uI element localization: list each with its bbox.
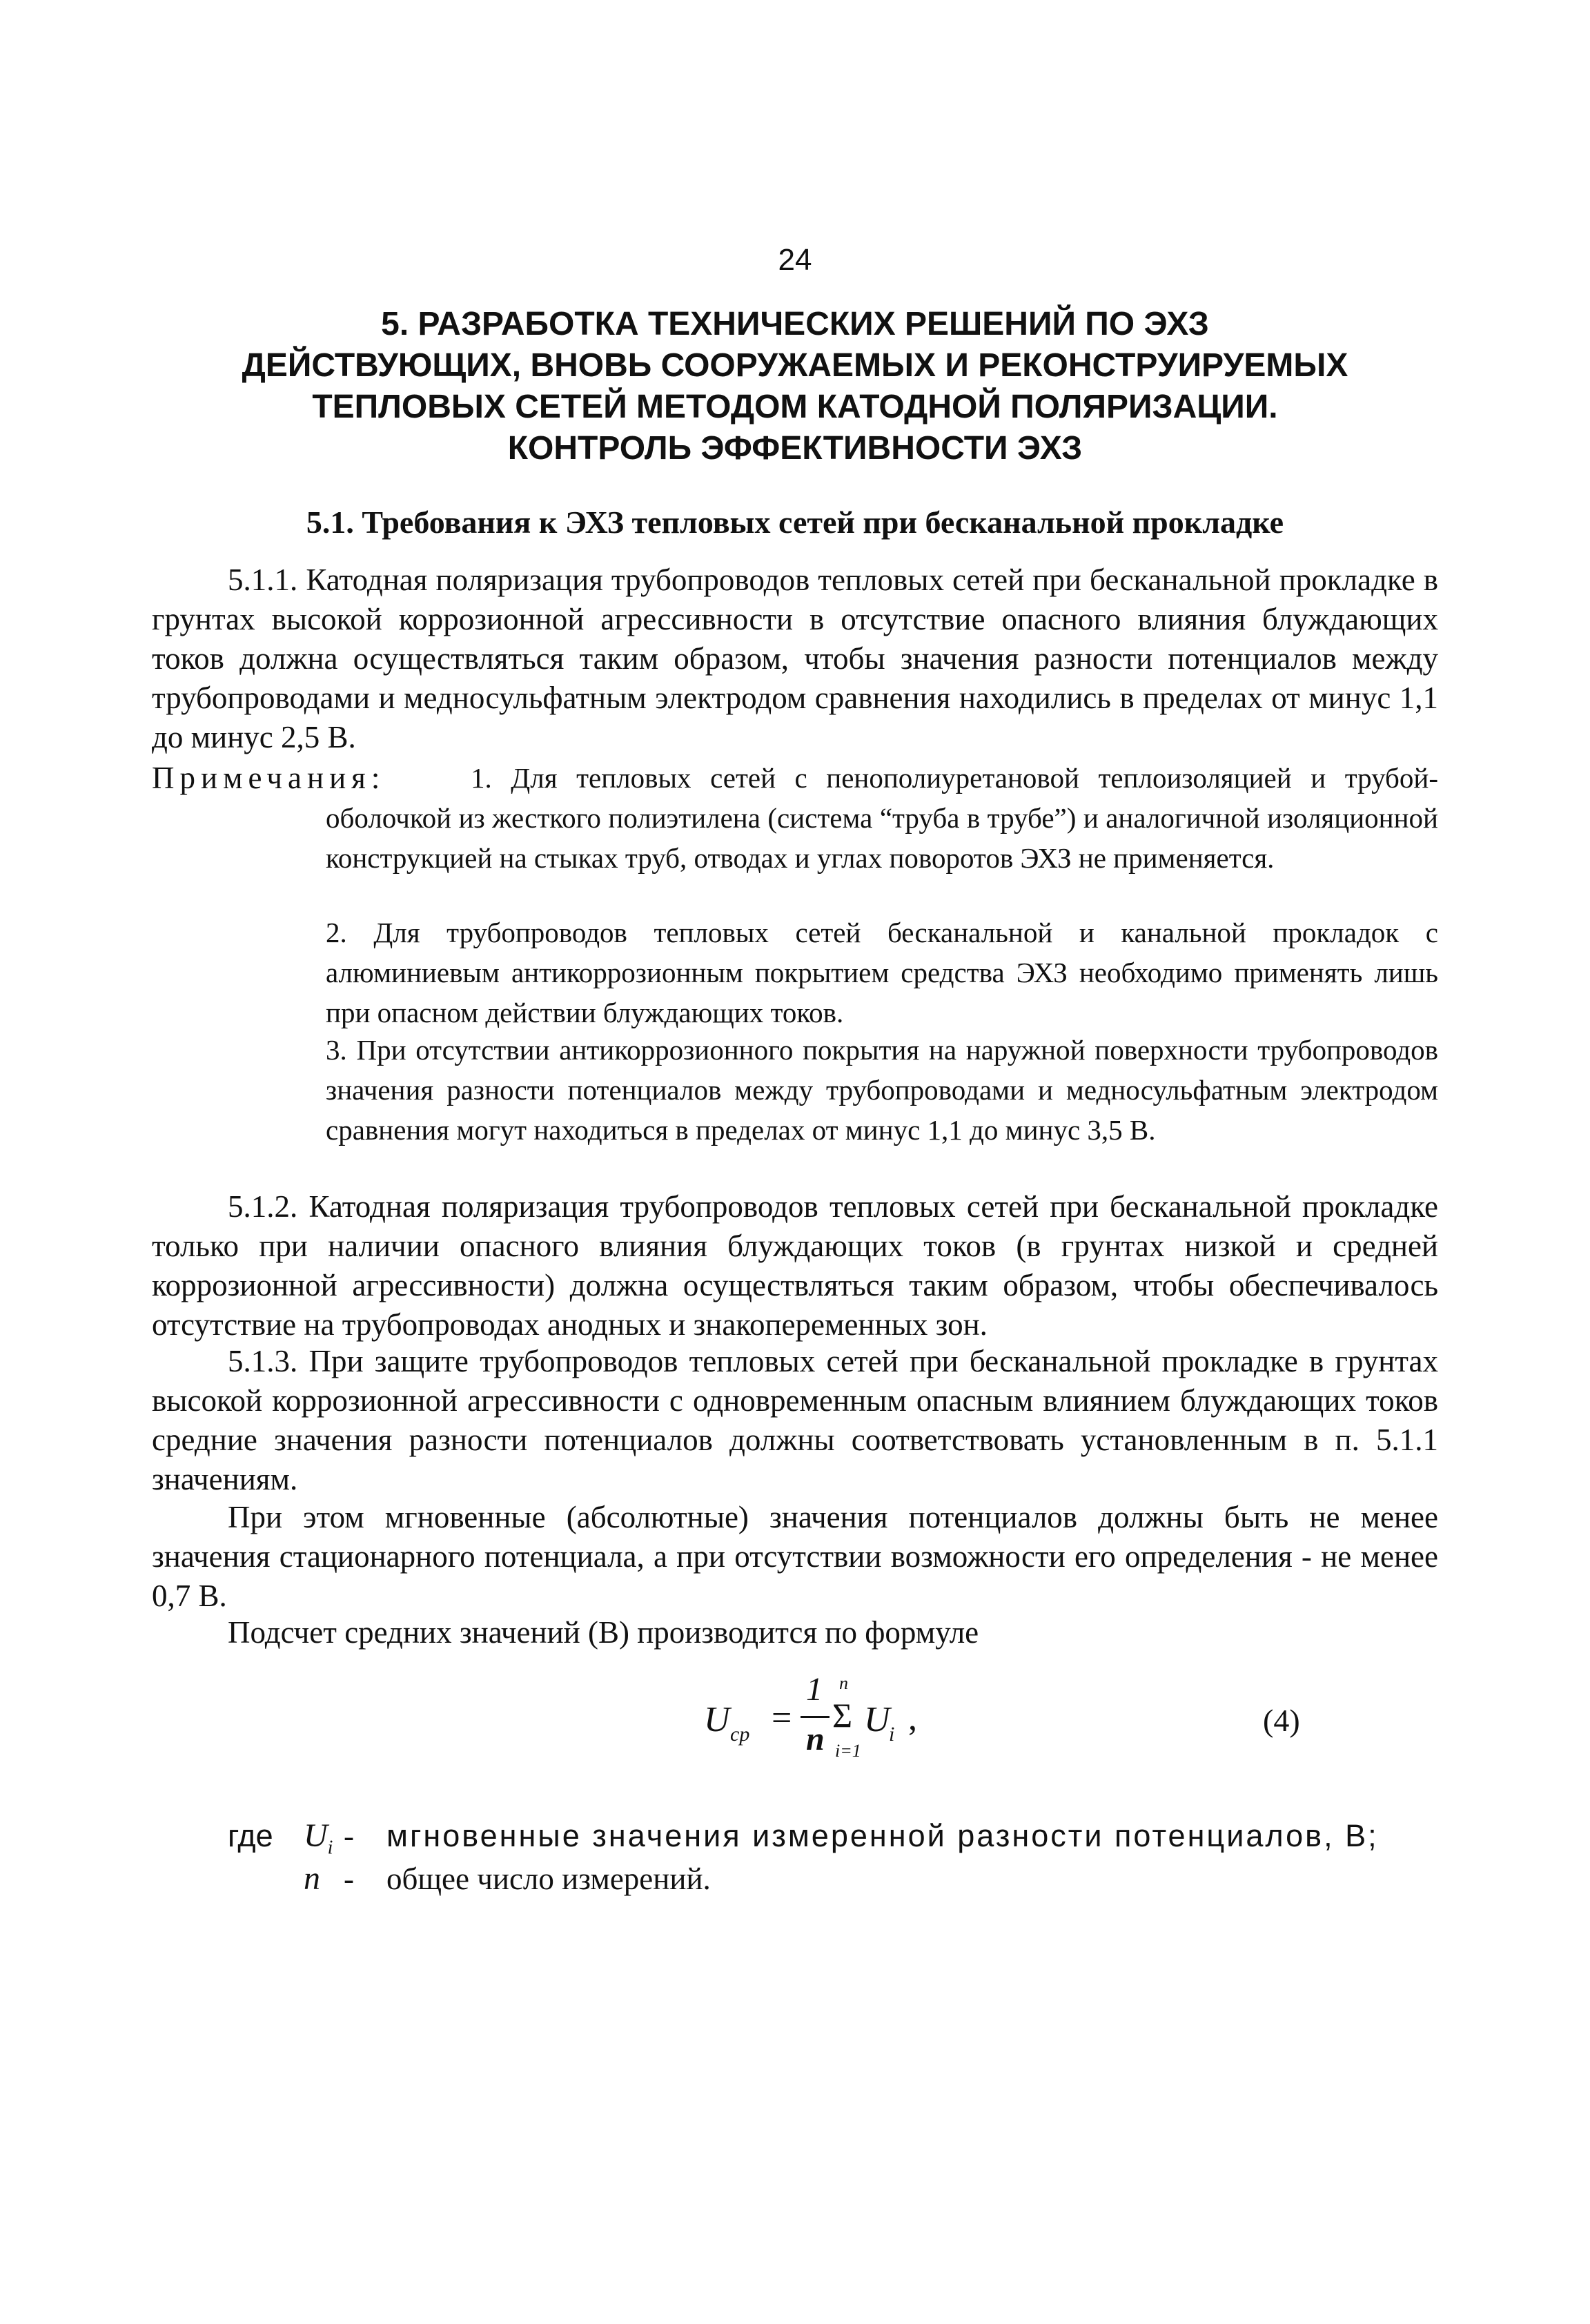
legend-symbol xyxy=(304,1858,320,1900)
paragraph-text: 5.1.3. При защите трубопроводов тепловых сетей при бесканальной прокладке в грунтах высокой коррозионной агрессивности с одновременным опасным влиянием блуждающих токов средние значения разности потенциалов должны соответствовать установленным в п. 5.1.1 значениям. xyxy=(152,1344,1438,1496)
paragraph-text: 5.1.1. Катодная поляризация трубопроводов тепловых сетей при бесканальной прокладке в грунтах высокой коррозионной агрессивности в отсутствие опасного влияния блуждающих токов должна осуществляться таким образом, чтобы значения разности потенциалов между трубопроводами и медносульфатным электродом сравнения находились в пределах от минус 1,1 до минус 2,5 В. xyxy=(152,563,1438,754)
note-item: 3. При отсутствии антикоррозионного покрытия на наружной поверхности трубопроводов значения разности потенциалов между трубопроводами и медносульфатным электродом сравнения могут находиться в пределах от минус 1,1 до минус 3,5 В. xyxy=(326,1034,1438,1146)
formula-sum-lower: i=1 xyxy=(835,1741,861,1761)
legend-dash: - xyxy=(344,1862,354,1896)
paragraph-text: 5.1.2. Катодная поляризация трубопроводов тепловых сетей при бесканальной прокладке только при наличии опасного влияния блуждающих токов (в грунтах низкой и средней коррозионной агрессивности) должна осуществляться таким образом, чтобы обеспечивалось отсутствие на трубопроводах анодных и знакопеременных зон. xyxy=(152,1189,1438,1342)
legend-dash: - xyxy=(344,1819,354,1853)
formula-term-subscript: i xyxy=(889,1723,895,1746)
notes-label: Примечания: xyxy=(152,761,386,795)
paragraph-5-1-2 xyxy=(152,1187,1438,1345)
formula-lhs: U xyxy=(704,1700,730,1739)
formula-sum-upper: n xyxy=(839,1673,848,1693)
page-number: 24 xyxy=(778,243,812,277)
paragraph-5-1-3 xyxy=(152,1342,1438,1499)
formula-number: (4) xyxy=(1263,1703,1300,1738)
paragraph-text: Подсчет средних значений (В) производится по формуле xyxy=(228,1615,979,1650)
formula-denominator: n xyxy=(806,1721,825,1757)
legend-where-word: где xyxy=(228,1818,273,1853)
note-item: 1. Для тепловых сетей с пенополиуретановой теплоизоляцией и трубой-оболочкой из жесткого полиэтилена (система “труба в трубе”) и аналогичной изоляционной конструкцией на стыках труб, отводах и углах поворотов ЭХЗ не применяется. xyxy=(326,762,1438,874)
legend-definition: общее число измерений. xyxy=(386,1862,711,1896)
section-title: 5.1. Требования к ЭХЗ тепловых сетей при бесканальной прокладке xyxy=(306,505,1284,540)
paragraph-text: При этом мгновенные (абсолютные) значения потенциалов должны быть не менее значения стационарного потенциала, а при отсутствии возможности его определения - не менее 0,7 В. xyxy=(152,1500,1438,1613)
legend-symbol-main: U xyxy=(304,1817,328,1854)
chapter-title xyxy=(152,304,1438,469)
paragraph-5-1-1 xyxy=(152,560,1438,757)
sigma-icon: Σ xyxy=(832,1696,853,1735)
legend-symbol-main: n xyxy=(304,1860,320,1897)
note-item: 2. Для трубопроводов тепловых сетей бесканальной и канальной прокладок с алюминиевым антикоррозионным покрытием средства ЭХЗ необходимо применять лишь при опасном действии блуждающих токов. xyxy=(326,917,1438,1028)
legend-row xyxy=(228,1858,1435,1901)
legend-row xyxy=(228,1815,1435,1858)
formula-equals: = xyxy=(772,1699,792,1738)
formula-fraction-bar xyxy=(801,1716,830,1718)
chapter-title-line: ТЕПЛОВЫХ СЕТЕЙ МЕТОДОМ КАТОДНОЙ ПОЛЯРИЗАЦИИ. xyxy=(312,389,1278,425)
paragraph-instant-values xyxy=(152,1498,1438,1616)
formula-comma: , xyxy=(908,1699,917,1738)
chapter-title-line: 5. РАЗРАБОТКА ТЕХНИЧЕСКИХ РЕШЕНИЙ ПО ЭХЗ xyxy=(381,306,1209,342)
chapter-title-line: ДЕЙСТВУЮЩИХ, ВНОВЬ СООРУЖАЕМЫХ И РЕКОНСТРУИРУЕМЫХ xyxy=(242,347,1348,384)
paragraph-calculation xyxy=(152,1613,1438,1652)
legend-symbol-subscript: i xyxy=(327,1837,333,1859)
mean-potential-formula xyxy=(704,1670,994,1795)
formula-numerator: 1 xyxy=(806,1671,823,1708)
formula-lhs-subscript: ср xyxy=(730,1723,750,1746)
chapter-title-line: КОНТРОЛЬ ЭФФЕКТИВНОСТИ ЭХЗ xyxy=(507,430,1083,467)
formula-term: U xyxy=(864,1700,890,1739)
formula-legend xyxy=(228,1815,1435,1901)
legend-definition: мгновенные значения измеренной разности потенциалов, В; xyxy=(386,1818,1379,1853)
